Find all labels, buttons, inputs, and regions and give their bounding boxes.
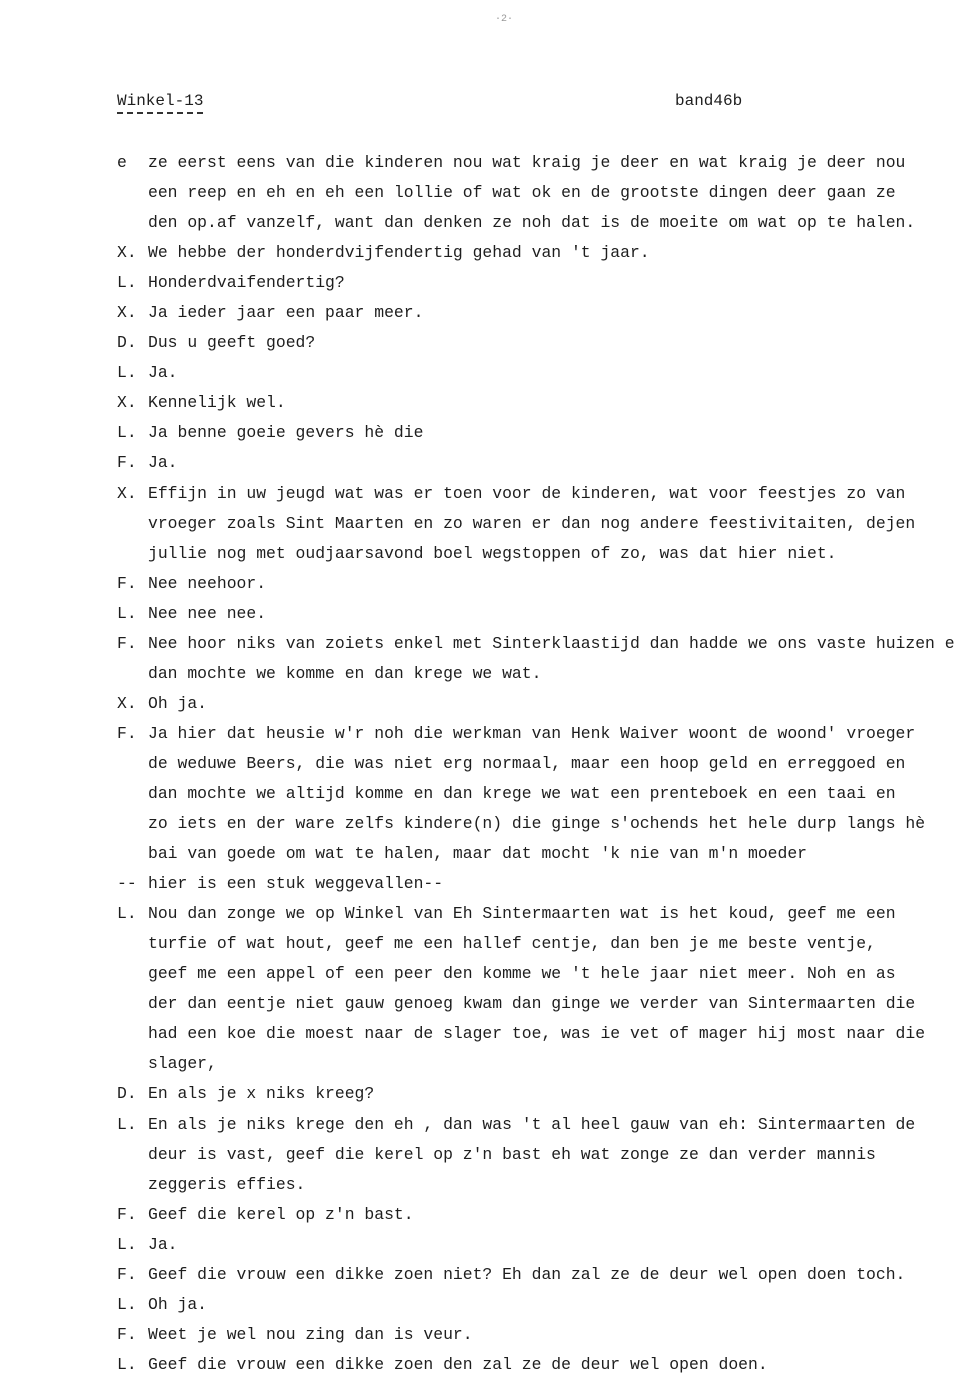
line-text: hier is een stuk weggevallen-- [148,874,444,894]
line-text: Ja benne goeie gevers hè die [148,423,424,443]
line-text: Kennelijk wel. [148,393,286,413]
speaker-label [117,509,148,539]
line-text: Nee hoor niks van zoiets enkel met Sinterklaastijd dan hadde we ons vaste huizen e [148,633,955,653]
transcript-line [117,268,973,298]
line-text: Ja. [148,363,178,383]
line-text: de weduwe Beers, die was niet erg normaal, maar een hoop geld en erreggoed en [148,753,906,773]
speaker-label: F. [117,1324,137,1344]
line-text: vroeger zoals Sint Maarten en zo waren er dan nog andere feestivitaiten, dejen [148,513,916,533]
transcript-line [117,689,973,719]
speaker-label: F. [117,723,137,743]
line-text: jullie nog met oudjaarsavond boel wegstoppen of zo, was dat hier niet. [148,543,837,563]
line-text: dan mochte we komme en dan krege we wat. [148,663,542,683]
speaker-label: X. [117,483,137,503]
speaker-label: L. [117,1114,137,1134]
line-text: Ja. [148,453,178,473]
speaker-label [117,749,148,779]
transcript-line [117,238,973,268]
transcript-line [117,148,973,178]
line-text: had een koe die moest naar de slager toe, was ie vet of mager hij most naar die [148,1024,926,1044]
transcript-line [117,899,973,929]
line-text: deur is vast, geef die kerel op z'n bast eh wat zonge ze dan verder mannis [148,1144,876,1164]
transcript-line [117,418,973,448]
line-text: Effijn in uw jeugd wat was er toen voor de kinderen, wat voor feestjes zo van [148,483,906,503]
speaker-label [117,989,148,1019]
speaker-label: F. [117,633,137,653]
line-text: ze eerst eens van die kinderen nou wat kraig je deer en wat kraig je deer nou [148,153,906,172]
speaker-label [117,539,148,569]
speaker-label: e [117,153,127,172]
line-text: turfie of wat hout, geef me een hallef centje, dan ben je me beste ventje, [148,934,876,954]
speaker-label: D. [117,333,137,353]
speaker-label [117,929,148,959]
speaker-label [117,779,148,809]
line-text: Oh ja. [148,693,208,713]
speaker-label: L. [117,273,137,293]
speaker-label: -- [117,874,137,894]
transcript-line [117,959,973,989]
line-text: Dus u geeft goed? [148,333,316,353]
transcript-line [117,1110,973,1140]
line-text: En als je niks krege den eh , dan was 't al heel gauw van eh: Sintermaarten de [148,1114,916,1134]
line-text: Oh ja. [148,1294,208,1314]
transcript-line [117,328,973,358]
document-title: Winkel-13 [117,92,203,114]
line-text: Nee nee nee. [148,603,267,623]
speaker-label [117,178,148,208]
line-text: Nou dan zonge we op Winkel van Eh Sintermaarten wat is het koud, geef me een [148,904,896,924]
transcript-line [117,1049,973,1079]
line-text: Nee neehoor. [148,573,267,593]
speaker-label [117,809,148,839]
line-text: Geef die kerel op z'n bast. [148,1204,414,1224]
transcript-line [117,1170,973,1200]
line-text: bai van goede om wat te halen, maar dat mocht 'k nie van m'n moeder [148,844,808,864]
line-text: Ja hier dat heusie w'r noh die werkman van Henk Waiver woont de woond' vroeger [148,723,916,743]
transcript-line [117,719,973,749]
transcript-line [117,569,973,599]
speaker-label: X. [117,303,137,323]
transcript-line [117,178,973,208]
speaker-label: D. [117,1084,137,1104]
transcript-line [117,929,973,959]
line-text: slager, [148,1054,217,1074]
transcript-line [117,479,973,509]
transcript-line [117,659,973,689]
transcript-line [117,1140,973,1170]
speaker-label: F. [117,573,137,593]
transcript-line [117,1320,973,1350]
transcript-line [117,1079,973,1109]
speaker-label: L. [117,1294,137,1314]
transcript-line [117,208,973,238]
speaker-label [117,659,148,689]
speaker-label: L. [117,363,137,383]
speaker-label: L. [117,1234,137,1254]
transcript-line [117,989,973,1019]
line-text: Weet je wel nou zing dan is veur. [148,1324,473,1344]
speaker-label: L. [117,1354,137,1374]
transcript-line [117,749,973,779]
line-text: Geef die vrouw een dikke zoen den zal ze de deur wel open doen. [148,1354,768,1374]
speaker-label [117,959,148,989]
line-text: Geef die vrouw een dikke zoen niet? Eh dan zal ze de deur wel open doen toch. [148,1264,906,1284]
transcript-line [117,599,973,629]
transcript-line [117,779,973,809]
line-text: zeggeris effies. [148,1174,306,1194]
transcript-line [117,1260,973,1290]
speaker-label [117,208,148,238]
line-text: den op.af vanzelf, want dan denken ze noh dat is de moeite om wat op te halen. [148,213,916,233]
line-text: We hebbe der honderdvijfendertig gehad van 't jaar. [148,243,650,263]
transcript-line [117,448,973,478]
speaker-label: F. [117,1204,137,1224]
line-text: zo iets en der ware zelfs kindere(n) die ginge s'ochends het hele durp langs hè [148,814,926,834]
line-text: geef me een appel of een peer den komme we 't hele jaar niet meer. Noh en as [148,964,896,984]
transcript-line [117,358,973,388]
speaker-label [117,1170,148,1200]
speaker-label: X. [117,243,137,263]
speaker-label: L. [117,904,137,924]
speaker-label [117,1019,148,1049]
transcript-line [117,629,973,659]
transcript-line [117,509,973,539]
speaker-label [117,1049,148,1079]
line-text: Ja ieder jaar een paar meer. [148,303,424,323]
transcript-line [117,1230,973,1260]
line-text: der dan eentje niet gauw genoeg kwam dan ginge we verder van Sintermaarten die [148,994,916,1014]
transcript-line [117,809,973,839]
speaker-label: L. [117,603,137,623]
line-text: dan mochte we altijd komme en dan krege we wat een prenteboek en een taai en [148,783,896,803]
speaker-label: X. [117,693,137,713]
transcript-line [117,388,973,418]
line-text: Honderdvaifendertig? [148,273,345,293]
line-text: En als je x niks kreeg? [148,1084,375,1104]
transcript-line [117,539,973,569]
transcript-line [117,839,973,869]
transcript-body [117,148,973,1380]
transcript-line [117,1200,973,1230]
speaker-label: F. [117,1264,137,1284]
speaker-label [117,839,148,869]
transcript-line [117,1019,973,1049]
transcript-line [117,869,973,899]
page-mark: ·2· [495,14,514,25]
transcript-line [117,1290,973,1320]
line-text: Ja. [148,1234,178,1254]
line-text: een reep en eh en eh een lollie of wat ok en de grootste dingen deer gaan ze [148,183,896,203]
speaker-label [117,1140,148,1170]
speaker-label: X. [117,393,137,413]
transcript-line [117,1350,973,1380]
speaker-label: L. [117,423,137,443]
transcript-line [117,298,973,328]
tape-label: band46b [675,92,743,110]
speaker-label: F. [117,453,137,473]
